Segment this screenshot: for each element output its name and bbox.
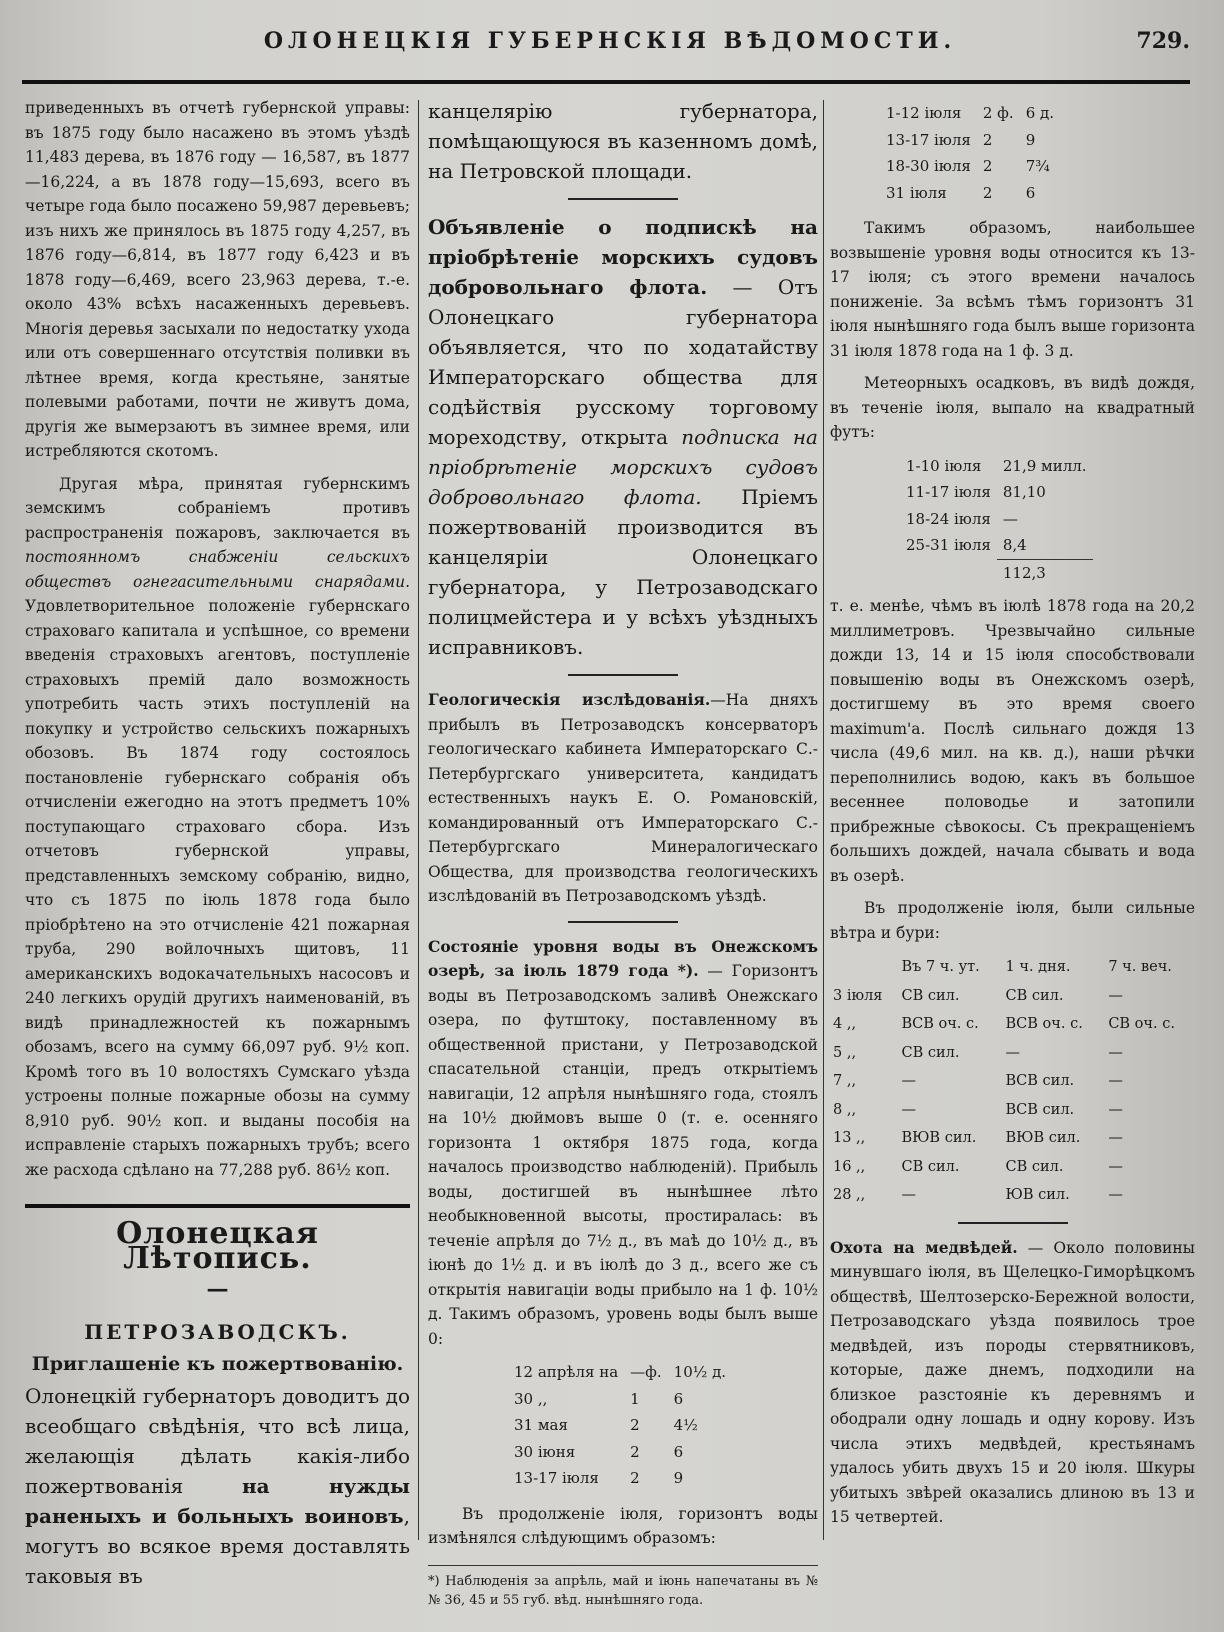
max-level-paragraph: Такимъ образомъ, наибольшее возвышеніе уровня воды относится къ 13-17 іюля; съ этого времени началось пониженіе. За всѣмъ тѣмъ горизонтъ 31 іюля нынѣшняго года былъ выше горизонта 31 іюля 1878 года на 1 ф. 3 д. [830, 219, 1195, 360]
table-row: 5 ,, СВ сил. — — [833, 1044, 1123, 1061]
chronicle-heading: Олонецкая Лѣтопись. [116, 1216, 319, 1276]
table-row: 25-31 іюля 8,4 [906, 536, 1027, 555]
table-row: 12 апрѣля на —ф. 10½ д. [514, 1363, 727, 1381]
table-row: 11-17 іюля 81,10 [906, 483, 1046, 501]
column-rule [418, 100, 419, 1540]
table-row [900, 559, 1093, 586]
table-row: 13-17 іюля 2 9 [514, 1469, 684, 1487]
rainfall-table [900, 453, 1093, 587]
table-row: 1-12 іюля 2 ф. 6 д. [886, 104, 1055, 122]
table-row: 1-10 іюля 21,9 милл. [906, 456, 1087, 475]
footnote: *) Наблюденія за апрѣль, май и іюнь напечатаны въ № № 36, 45 и 55 губ. вѣд. нынѣшняго года. [428, 1565, 818, 1610]
city-heading: ПЕТРОЗАВОДСКЪ. [84, 1319, 351, 1344]
table-row: 4 ,, ВСВ оч. с. ВСВ оч. с. СВ оч. с. [833, 1016, 1175, 1032]
geology-article: Геологическія изслѣдованія.—На дняхъ прибылъ въ Петрозаводскъ консерваторъ геологическаго кабинета Императорскаго С.-Петербургскаго университета, кандидатъ естественныхъ наукъ Е. О. Романовскій, командированный отъ Императорскаго С.-Петербургскаго Минералогическаго Общества, для производства геологическихъ изслѣдованій въ Петрозаводскомъ уѣздѣ. [428, 690, 818, 905]
wind-intro: Въ продолженіе іюля, были сильные вѣтра и бури: [830, 899, 1195, 942]
chronicle-dash: — [206, 1276, 229, 1302]
separator [958, 1222, 1068, 1224]
table-row: 31 мая 2 4½ [514, 1416, 698, 1434]
table-row: 28 ,, — ЮВ сил. — [833, 1187, 1123, 1203]
separator [568, 198, 678, 200]
tree-planting-paragraph: приведенныхъ въ отчетѣ губернской управы: въ 1875 году было насажено въ этомъ уѣздѣ 11,483 дерева, въ 1876 году — 16,587, въ 1877—16,224, а въ 1878 году—15,693, всего въ четыре года было посажено 59,987 деревьевъ; изъ нихъ же принялось въ 1875 году 4,257, въ 1876 году—6,814, въ 1877 году 6,423 и въ 1878 году—6,469, всего 23,963 дерева, т.-е. около 43% всѣхъ насаженныхъ деревьевъ. Многія деревья засыхали по недостатку ухода или отъ совершеннаго отсутствія поливки въ лѣтнее время, когда крестьяне, занятые полевыми работами, почти не живутъ дома, другія же вымерзаютъ въ зимнее время, или истребляются скотомъ. [25, 99, 410, 460]
separator [568, 674, 678, 676]
table-row: 8 ,, — ВСВ сил. — [833, 1101, 1123, 1118]
precipitation-paragraph: Метеорныхъ осадковъ, въ видѣ дождя, въ теченіе іюля, выпало на квадратный футъ: [830, 374, 1195, 441]
table-row: 31 іюля 2 6 [886, 183, 1036, 202]
fire-measures-paragraph: Другая мѣра, принятая губернскимъ земскимъ собраніемъ противъ распространенія пожаровъ, заключается въ постоянномъ снабженіи сельскихъ обществъ огнегасительными снарядами. Удовлетворительное положеніе губернскаго страховаго капитала и успѣшное, со времени введенія страховыхъ агентовъ, поступленіе страховыхъ премій дало возможность употребить часть этихъ поступленій на покупку и устройство сельскихъ пожарныхъ обозовъ. Въ 1874 году состоялось постановленіе губернскаго собранія объ отчисленіи ежегодно на этотъ предметъ 10% поступающаго страховаго сбора. Изъ отчетовъ губернской управы, представленныхъ земскому собранію, видно, что съ 1875 по іюль 1878 года было пріобрѣтено на это отчисленіе 421 пожарная труба, 290 войлочныхъ щитовъ, 11 американскихъ водокачательныхъ насосовъ и 240 легкихъ орудій другихъ наименованій, въ видѣ принадлежностей къ пожарнымъ обозамъ, всего на сумму 66,097 руб. 9½ коп. Кромѣ того въ 10 волостяхъ Сумскаго уѣзда устроены полные пожарные обозы на сумму 8,910 руб. 90½ коп. и выданы пособія на исправленіе старыхъ пожарныхъ трубъ; всего же расхода сдѣлано на 77,288 руб. 86½ коп. [25, 474, 410, 1179]
july-change-text: Въ продолженіе іюля, горизонтъ воды измѣнялся слѣдующимъ образомъ: [428, 1504, 818, 1547]
separator [568, 921, 678, 923]
page-number: 729. [1136, 28, 1190, 54]
page-header [20, 28, 1190, 62]
column-3 [830, 96, 1195, 1538]
table-header-row: Въ 7 ч. ут. 1 ч. дня. 7 ч. веч. [901, 959, 1172, 975]
table-row: 18-30 іюля 2 7¾ [886, 157, 1050, 175]
column-1 [25, 96, 410, 1599]
column-2 [428, 96, 818, 1610]
water-level-table [508, 1359, 732, 1492]
rain-comparison-paragraph: т. е. менѣе, чѣмъ въ іюлѣ 1878 года на 20,2 миллиметровъ. Чрезвычайно сильные дожди 13, 14 и 15 іюля способствовали повышенію воды въ Онежскомъ озерѣ, достигшему въ это время своего maximum'а. Послѣ сильнаго дождя 13 числа (49,6 мил. на кв. д.), наши рѣчки переполнились водою, какъ въ большое весеннее половодье и затопили прибрежные сѣвокосы. Съ прекращеніемъ большихъ дождей, начала сбывать и вода въ озерѣ. [830, 597, 1195, 885]
table-row: 30 іюня 2 6 [514, 1442, 684, 1461]
subscription-announcement: Объявленіе о подпискѣ на пріобрѣтеніе морскихъ судовъ добровольнаго флота. — Отъ Олонецкаго губернатора объявляется, что по ходатайству Императорскаго общества для содѣйствія русскому торговому мореходству, открыта подписка на пріобрѣтеніе морскихъ судовъ добровольнаго флота. Пріемъ пожертвованій производится въ канцеляріи Олонецкаго губернатора, у Петрозаводскаго полицмейстера и у всѣхъ уѣздныхъ исправниковъ. [428, 215, 818, 659]
bear-hunt-article: Охота на медвѣдей. — Около половины минувшаго іюля, въ Щелецко-Гиморѣцкомъ обществѣ, Шелтозерско-Бережной волости, Петрозаводскаго уѣзда появилось трое медвѣдей, изъ породы стервятниковъ, которые, даже днемъ, подходили на близкое разстояніе къ деревнямъ и ободрали одну лошадь и одну корову. Изъ числа этихъ медвѣдей, крестьянамъ удалось убить двухъ 15 и 20 іюля. Шкуры убитыхъ звѣрей оказались длиною въ 13 и 15 четвертей. [830, 1237, 1195, 1526]
wind-table [830, 953, 1195, 1210]
column-rule [823, 100, 824, 1540]
table-row: 13-17 іюля 2 9 [886, 130, 1036, 149]
section-rule [25, 1204, 410, 1208]
table-row: 13 ,, ВЮВ сил. ВЮВ сил. — [833, 1130, 1123, 1146]
july-level-table [880, 100, 1060, 206]
table-row: 18-24 іюля — [906, 509, 1018, 528]
lake-level-article: Состояніе уровня воды въ Онежскомъ озерѣ, за іюль 1879 года *). — Горизонтъ воды въ Петрозаводскомъ заливѣ Онежскаго озера, по футштоку, поставленному въ общественной пристани, у Петрозаводской спасательной станціи, предъ открытіемъ навигаціи, 12 апрѣля нынѣшняго года, стоялъ на 10½ дюймовъ выше 0 (т. е. осенняго горизонта 1 октября 1875 года, когда началось производство наблюденій). Прибыль воды, достигшей въ нынѣшнее лѣто необыкновенной высоты, простиралась: въ теченіе апрѣля до 7½ д., въ маѣ до 10½ д., въ іюнѣ до 1½ д. и въ іюлѣ до 3 д., всего же съ открытія навигаціи воды прибыло на 1 ф. 10½ д. Такимъ образомъ, уровень воды былъ выше 0: [428, 936, 818, 1348]
table-row: 30 ,, 1 6 [514, 1389, 684, 1408]
header-rule [22, 80, 1190, 84]
invitation-text: Олонецкій губернаторъ доводитъ до всеобщаго свѣдѣнія, что всѣ лица, желающія дѣлать какія-либо пожертвованія на нужды раненыхъ и больныхъ воиновъ, могутъ во всякое время доставлять таковыя въ [25, 1383, 410, 1588]
rainfall-total: 112,3 [997, 559, 1093, 586]
table-row: 7 ,, — ВСВ сил. — [833, 1073, 1123, 1089]
table-row: 3 іюля СВ сил. СВ сил. — [833, 987, 1123, 1004]
invitation-continued: канцелярію губернатора, помѣщающуюся въ казенномъ домѣ, на Петровской площади. [428, 99, 818, 183]
table-row: 16 ,, СВ сил. СВ сил. — [833, 1158, 1123, 1175]
newspaper-title: ОЛОНЕЦКІЯ ГУБЕРНСКІЯ ВѢДОМОСТИ. [263, 28, 957, 54]
invitation-title: Приглашеніе къ пожертвованію. [31, 1353, 404, 1375]
